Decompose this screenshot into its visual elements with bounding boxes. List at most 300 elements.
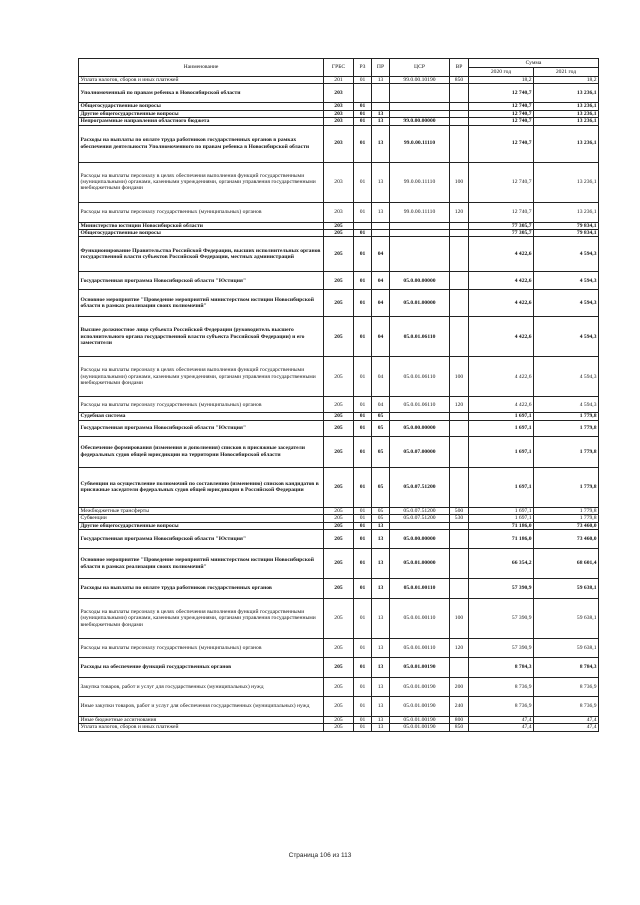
- cell-csr: 05.0.01.00110: [390, 579, 450, 599]
- cell-vr: [450, 658, 469, 678]
- cell-rz: 01: [354, 717, 372, 724]
- cell-2020: 71 186,0: [469, 530, 534, 549]
- cell-name: Расходы на выплаты персоналу государственных (муниципальных) органов: [79, 202, 324, 222]
- cell-name: Иные бюджетные ассигнования: [79, 717, 324, 724]
- cell-rz: 01: [354, 103, 372, 110]
- cell-vr: 120: [450, 202, 469, 222]
- cell-grbs: 205: [324, 397, 354, 413]
- cell-2020: 57 390,9: [469, 579, 534, 599]
- cell-grbs: 205: [324, 515, 354, 522]
- cell-csr: 99.0.00.00000: [390, 118, 450, 125]
- header-rz: РЗ: [354, 59, 372, 77]
- cell-vr: [450, 579, 469, 599]
- cell-csr: [390, 84, 450, 103]
- cell-csr: 05.0.01.00000: [390, 549, 450, 579]
- cell-rz: 01: [354, 522, 372, 529]
- cell-csr: 05.0.07.51200: [390, 467, 450, 507]
- cell-grbs: 201: [324, 77, 354, 84]
- cell-vr: [450, 420, 469, 436]
- cell-vr: [450, 237, 469, 272]
- table-row: [79, 467, 599, 507]
- cell-2021: 13 236,1: [534, 103, 599, 110]
- cell-grbs: 205: [324, 436, 354, 467]
- cell-2020: 1 697,1: [469, 467, 534, 507]
- cell-name: Уплата налогов, сборов и иных платежей: [79, 77, 324, 84]
- cell-2021: 13 236,1: [534, 125, 599, 162]
- page-footer: Страница 106 из 113: [288, 852, 352, 859]
- cell-csr: 05.0.01.00190: [390, 717, 450, 724]
- cell-2020: 12 740,7: [469, 162, 534, 202]
- cell-csr: [390, 413, 450, 420]
- cell-vr: 100: [450, 162, 469, 202]
- cell-rz: 01: [354, 436, 372, 467]
- cell-csr: 05.0.01.06110: [390, 317, 450, 357]
- cell-pr: 13: [372, 579, 390, 599]
- cell-pr: 04: [372, 290, 390, 317]
- cell-csr: 05.0.00.00000: [390, 272, 450, 290]
- cell-grbs: 205: [324, 272, 354, 290]
- cell-rz: 01: [354, 272, 372, 290]
- cell-2020: 12 740,7: [469, 84, 534, 103]
- cell-name: Расходы на выплаты персоналу государственных (муниципальных) органов: [79, 639, 324, 658]
- cell-2020: 66 354,2: [469, 549, 534, 579]
- cell-rz: 01: [354, 118, 372, 125]
- cell-2021: 13 236,1: [534, 110, 599, 117]
- cell-2020: 77 305,7: [469, 222, 534, 229]
- cell-name: Государственная программа Новосибирской области "Юстиция": [79, 272, 324, 290]
- cell-2021: 59 638,1: [534, 599, 599, 639]
- cell-pr: 05: [372, 507, 390, 514]
- table-header: [79, 59, 599, 77]
- cell-grbs: 205: [324, 717, 354, 724]
- cell-pr: 13: [372, 678, 390, 697]
- cell-vr: 500: [450, 507, 469, 514]
- cell-name: Расходы на выплаты по оплате труда работников государственных органов: [79, 579, 324, 599]
- table-row: [79, 420, 599, 436]
- cell-vr: 100: [450, 357, 469, 397]
- cell-rz: 01: [354, 467, 372, 507]
- cell-name: Другие общегосударственные вопросы: [79, 110, 324, 117]
- budget-table-page: [78, 58, 598, 732]
- cell-2021: 13 236,1: [534, 162, 599, 202]
- cell-2020: 77 305,7: [469, 230, 534, 237]
- cell-name: Расходы на обеспечение функций государственных органов: [79, 658, 324, 678]
- cell-grbs: 205: [324, 697, 354, 717]
- cell-csr: 05.0.01.00190: [390, 678, 450, 697]
- cell-pr: 05: [372, 467, 390, 507]
- cell-rz: 01: [354, 420, 372, 436]
- header-grbs: ГРБС: [324, 59, 354, 77]
- header-csr: ЦСР: [390, 59, 450, 77]
- cell-vr: [450, 230, 469, 237]
- cell-rz: 01: [354, 599, 372, 639]
- cell-pr: 04: [372, 237, 390, 272]
- table-row: [79, 515, 599, 522]
- cell-2020: 4 422,6: [469, 397, 534, 413]
- cell-grbs: 205: [324, 420, 354, 436]
- cell-rz: 01: [354, 658, 372, 678]
- cell-vr: [450, 522, 469, 529]
- cell-grbs: 205: [324, 678, 354, 697]
- table-row: [79, 413, 599, 420]
- cell-pr: [372, 103, 390, 110]
- cell-2020: 8 736,9: [469, 678, 534, 697]
- cell-name: Основное мероприятие "Проведение мероприятий министерством юстиции Новосибирской области в рамках реализации своих полномочий": [79, 290, 324, 317]
- cell-2021: 1 779,8: [534, 467, 599, 507]
- cell-rz: 01: [354, 678, 372, 697]
- table-row: [79, 110, 599, 117]
- cell-grbs: 205: [324, 530, 354, 549]
- cell-vr: [450, 290, 469, 317]
- cell-name: Уплата налогов, сборов и иных платежей: [79, 724, 324, 731]
- cell-vr: [450, 467, 469, 507]
- cell-grbs: 205: [324, 222, 354, 229]
- cell-2021: 4 594,3: [534, 317, 599, 357]
- cell-csr: 05.0.07.51200: [390, 515, 450, 522]
- cell-2021: 68 601,4: [534, 549, 599, 579]
- cell-rz: 01: [354, 77, 372, 84]
- cell-pr: 05: [372, 420, 390, 436]
- cell-grbs: 205: [324, 522, 354, 529]
- cell-csr: 05.0.07.00000: [390, 436, 450, 467]
- cell-name: Субвенции: [79, 515, 324, 522]
- cell-vr: [450, 84, 469, 103]
- cell-rz: 01: [354, 110, 372, 117]
- cell-grbs: 203: [324, 110, 354, 117]
- cell-2021: 13 236,1: [534, 84, 599, 103]
- cell-vr: [450, 549, 469, 579]
- cell-rz: 01: [354, 639, 372, 658]
- table-row: [79, 639, 599, 658]
- cell-rz: 01: [354, 162, 372, 202]
- cell-csr: 05.0.00.00000: [390, 530, 450, 549]
- cell-pr: 13: [372, 202, 390, 222]
- table-row: [79, 507, 599, 514]
- cell-name: Непрограммные направления областного бюджета: [79, 118, 324, 125]
- cell-2021: 1 779,8: [534, 507, 599, 514]
- cell-rz: 01: [354, 724, 372, 731]
- cell-pr: 04: [372, 317, 390, 357]
- cell-2020: 4 422,6: [469, 317, 534, 357]
- cell-rz: 01: [354, 530, 372, 549]
- table-row: [79, 290, 599, 317]
- cell-csr: 99.0.00.11110: [390, 125, 450, 162]
- table-row: [79, 397, 599, 413]
- cell-rz: 01: [354, 125, 372, 162]
- cell-2020: 12 740,7: [469, 103, 534, 110]
- table-row: [79, 579, 599, 599]
- cell-2020: 57 390,9: [469, 639, 534, 658]
- cell-vr: [450, 118, 469, 125]
- cell-csr: 99.0.00.10190: [390, 77, 450, 84]
- cell-csr: 05.0.01.00190: [390, 724, 450, 731]
- cell-csr: 99.0.00.11110: [390, 202, 450, 222]
- cell-name: Другие общегосударственные вопросы: [79, 522, 324, 529]
- cell-pr: 04: [372, 272, 390, 290]
- table-row: [79, 697, 599, 717]
- cell-2020: 18,2: [469, 77, 534, 84]
- cell-vr: 240: [450, 697, 469, 717]
- cell-grbs: 203: [324, 202, 354, 222]
- cell-2021: 59 638,1: [534, 639, 599, 658]
- cell-pr: [372, 230, 390, 237]
- table-row: [79, 436, 599, 467]
- cell-vr: [450, 413, 469, 420]
- cell-2021: 1 779,8: [534, 413, 599, 420]
- table-row: [79, 658, 599, 678]
- cell-csr: 05.0.00.00000: [390, 420, 450, 436]
- cell-2021: 4 594,3: [534, 237, 599, 272]
- cell-pr: 05: [372, 436, 390, 467]
- cell-2021: 4 594,3: [534, 290, 599, 317]
- table-row: [79, 717, 599, 724]
- cell-vr: [450, 530, 469, 549]
- cell-2021: 47,4: [534, 717, 599, 724]
- cell-2021: 8 784,3: [534, 658, 599, 678]
- cell-2020: 12 740,7: [469, 118, 534, 125]
- cell-pr: 05: [372, 413, 390, 420]
- cell-name: Судебная система: [79, 413, 324, 420]
- cell-rz: 01: [354, 579, 372, 599]
- table-row: [79, 530, 599, 549]
- cell-csr: 99.0.00.11110: [390, 162, 450, 202]
- cell-2020: 1 697,1: [469, 413, 534, 420]
- cell-2021: 13 236,1: [534, 202, 599, 222]
- cell-pr: 13: [372, 599, 390, 639]
- cell-csr: 05.0.01.00110: [390, 639, 450, 658]
- cell-grbs: 205: [324, 413, 354, 420]
- cell-grbs: 203: [324, 103, 354, 110]
- cell-pr: [372, 84, 390, 103]
- cell-csr: 05.0.01.06110: [390, 397, 450, 413]
- cell-rz: 01: [354, 230, 372, 237]
- header-pr: ПР: [372, 59, 390, 77]
- cell-name: Расходы на выплаты персоналу в целях обеспечения выполнения функций государственными (муниципальными) органами, казенными учреждениями, органами управления государственными внебюджетными фондами: [79, 599, 324, 639]
- cell-rz: [354, 84, 372, 103]
- cell-2020: 4 422,6: [469, 357, 534, 397]
- cell-pr: 13: [372, 530, 390, 549]
- cell-2020: 12 740,7: [469, 110, 534, 117]
- cell-2021: 4 594,3: [534, 357, 599, 397]
- cell-grbs: 203: [324, 125, 354, 162]
- table-row: [79, 237, 599, 272]
- cell-grbs: 205: [324, 357, 354, 397]
- cell-vr: 850: [450, 77, 469, 84]
- cell-2021: 1 779,8: [534, 436, 599, 467]
- header-year-2021: 2021 год: [534, 68, 599, 77]
- table-row: [79, 162, 599, 202]
- cell-name: Уполномоченный по правам ребенка в Новосибирской области: [79, 84, 324, 103]
- cell-csr: 05.0.01.06110: [390, 357, 450, 397]
- table-row: [79, 118, 599, 125]
- cell-name: Обеспечение формирования (изменения и дополнения) списков в присяжные заседатели федеральных судов общей юрисдикции на территории Новосибирской области: [79, 436, 324, 467]
- cell-grbs: 205: [324, 724, 354, 731]
- cell-name: Закупка товаров, работ и услуг для государственных (муниципальных) нужд: [79, 678, 324, 697]
- cell-name: Основное мероприятие "Проведение мероприятий министерством юстиции Новосибирской области в рамках реализации своих полномочий": [79, 549, 324, 579]
- table-row: [79, 202, 599, 222]
- cell-2021: 47,4: [534, 724, 599, 731]
- table-row: [79, 549, 599, 579]
- cell-name: Государственная программа Новосибирской области "Юстиция": [79, 420, 324, 436]
- cell-2021: 8 736,9: [534, 678, 599, 697]
- cell-pr: [372, 222, 390, 229]
- cell-pr: 13: [372, 522, 390, 529]
- cell-pr: 13: [372, 717, 390, 724]
- cell-grbs: 205: [324, 639, 354, 658]
- cell-vr: [450, 222, 469, 229]
- cell-grbs: 205: [324, 599, 354, 639]
- cell-pr: 13: [372, 118, 390, 125]
- cell-csr: 05.0.01.00000: [390, 290, 450, 317]
- cell-2020: 12 740,7: [469, 202, 534, 222]
- cell-csr: 05.0.01.00110: [390, 599, 450, 639]
- cell-2021: 8 736,9: [534, 697, 599, 717]
- cell-rz: 01: [354, 413, 372, 420]
- cell-2020: 1 697,1: [469, 515, 534, 522]
- cell-vr: 850: [450, 724, 469, 731]
- cell-vr: 800: [450, 717, 469, 724]
- cell-grbs: 205: [324, 658, 354, 678]
- cell-csr: [390, 110, 450, 117]
- table-row: [79, 272, 599, 290]
- cell-vr: 120: [450, 639, 469, 658]
- cell-csr: [390, 222, 450, 229]
- cell-vr: 120: [450, 397, 469, 413]
- table-row: [79, 103, 599, 110]
- cell-name: Министерство юстиции Новосибирской области: [79, 222, 324, 229]
- cell-pr: 13: [372, 639, 390, 658]
- cell-vr: 200: [450, 678, 469, 697]
- cell-2021: 79 834,1: [534, 222, 599, 229]
- cell-name: Расходы на выплаты персоналу в целях обеспечения выполнения функций государственными (муниципальными) органами, казенными учреждениями, органами управления государственными внебюджетными фондами: [79, 357, 324, 397]
- cell-pr: 13: [372, 697, 390, 717]
- cell-vr: [450, 110, 469, 117]
- cell-grbs: 203: [324, 162, 354, 202]
- cell-2020: 12 740,7: [469, 125, 534, 162]
- cell-name: Расходы на выплаты персоналу в целях обеспечения выполнения функций государственными (муниципальными) органами, казенными учреждениями, органами управления государственными внебюджетными фондами: [79, 162, 324, 202]
- cell-2021: 79 834,1: [534, 230, 599, 237]
- cell-2021: 4 594,3: [534, 272, 599, 290]
- cell-csr: 05.0.01.00190: [390, 697, 450, 717]
- cell-vr: [450, 103, 469, 110]
- cell-rz: 01: [354, 317, 372, 357]
- cell-2020: 8 784,3: [469, 658, 534, 678]
- cell-csr: [390, 103, 450, 110]
- cell-rz: 01: [354, 357, 372, 397]
- header-vr: ВР: [450, 59, 469, 77]
- cell-grbs: 205: [324, 507, 354, 514]
- table-row: [79, 222, 599, 229]
- cell-2020: 4 422,6: [469, 237, 534, 272]
- cell-csr: [390, 522, 450, 529]
- cell-pr: 04: [372, 357, 390, 397]
- cell-2021: 59 638,1: [534, 579, 599, 599]
- cell-rz: 01: [354, 507, 372, 514]
- cell-name: Государственная программа Новосибирской области "Юстиция": [79, 530, 324, 549]
- cell-csr: 05.0.07.51200: [390, 507, 450, 514]
- cell-2021: 73 460,0: [534, 522, 599, 529]
- cell-rz: 01: [354, 202, 372, 222]
- cell-pr: 05: [372, 515, 390, 522]
- cell-2020: 57 390,9: [469, 599, 534, 639]
- cell-grbs: 205: [324, 290, 354, 317]
- cell-grbs: 205: [324, 317, 354, 357]
- cell-2020: 1 697,1: [469, 507, 534, 514]
- cell-2020: 8 736,9: [469, 697, 534, 717]
- table-row: [79, 317, 599, 357]
- cell-name: Общегосударственные вопросы: [79, 103, 324, 110]
- table-body: [79, 77, 599, 732]
- cell-pr: 13: [372, 658, 390, 678]
- cell-2020: 1 697,1: [469, 420, 534, 436]
- cell-2021: 18,2: [534, 77, 599, 84]
- cell-grbs: 205: [324, 467, 354, 507]
- cell-2020: 47,4: [469, 724, 534, 731]
- cell-grbs: 203: [324, 118, 354, 125]
- cell-name: Иные закупки товаров, работ и услуг для обеспечения государственных (муниципальных) нужд: [79, 697, 324, 717]
- cell-2020: 47,4: [469, 717, 534, 724]
- cell-name: Расходы на выплаты по оплате труда работников государственных органов в рамках обеспечения деятельности Уполномоченного по правам ребенка в Новосибирской области: [79, 125, 324, 162]
- table-row: [79, 84, 599, 103]
- cell-pr: 13: [372, 549, 390, 579]
- cell-rz: 01: [354, 290, 372, 317]
- cell-2021: 4 594,3: [534, 397, 599, 413]
- cell-vr: [450, 125, 469, 162]
- table-row: [79, 522, 599, 529]
- table-row: [79, 599, 599, 639]
- cell-rz: 01: [354, 397, 372, 413]
- cell-csr: 05.0.01.00190: [390, 658, 450, 678]
- cell-rz: 01: [354, 549, 372, 579]
- cell-rz: 01: [354, 237, 372, 272]
- table-row: [79, 125, 599, 162]
- cell-pr: 13: [372, 162, 390, 202]
- table-row: [79, 724, 599, 731]
- cell-vr: 530: [450, 515, 469, 522]
- cell-pr: 04: [372, 397, 390, 413]
- cell-2021: 1 779,8: [534, 515, 599, 522]
- header-name: Наименование: [79, 59, 324, 77]
- table-row: [79, 357, 599, 397]
- cell-2020: 1 697,1: [469, 436, 534, 467]
- table-row: [79, 77, 599, 84]
- cell-pr: 13: [372, 125, 390, 162]
- cell-name: Функционирование Правительства Российской Федерации, высших исполнительных органов государственной власти субъектов Российской Федерации, местных администраций: [79, 237, 324, 272]
- cell-pr: 13: [372, 110, 390, 117]
- cell-2020: 4 422,6: [469, 290, 534, 317]
- budget-table: [78, 58, 599, 732]
- cell-grbs: 205: [324, 230, 354, 237]
- cell-name: Расходы на выплаты персоналу государственных (муниципальных) органов: [79, 397, 324, 413]
- cell-rz: [354, 222, 372, 229]
- cell-name: Общегосударственные вопросы: [79, 230, 324, 237]
- cell-2021: 73 460,0: [534, 530, 599, 549]
- cell-grbs: 205: [324, 549, 354, 579]
- cell-2021: 1 779,8: [534, 420, 599, 436]
- table-row: [79, 678, 599, 697]
- cell-grbs: 203: [324, 84, 354, 103]
- cell-2021: 13 236,1: [534, 118, 599, 125]
- cell-grbs: 205: [324, 237, 354, 272]
- cell-rz: 01: [354, 697, 372, 717]
- cell-vr: [450, 436, 469, 467]
- cell-name: Межбюджетные трансферты: [79, 507, 324, 514]
- cell-pr: 13: [372, 77, 390, 84]
- cell-name: Субвенции на осуществление полномочий по составлению (изменению) списков кандидатов в присяжные заседатели федеральных судов общей юрисдикции в Российской Федерации: [79, 467, 324, 507]
- table-row: [79, 230, 599, 237]
- cell-csr: [390, 237, 450, 272]
- cell-vr: [450, 272, 469, 290]
